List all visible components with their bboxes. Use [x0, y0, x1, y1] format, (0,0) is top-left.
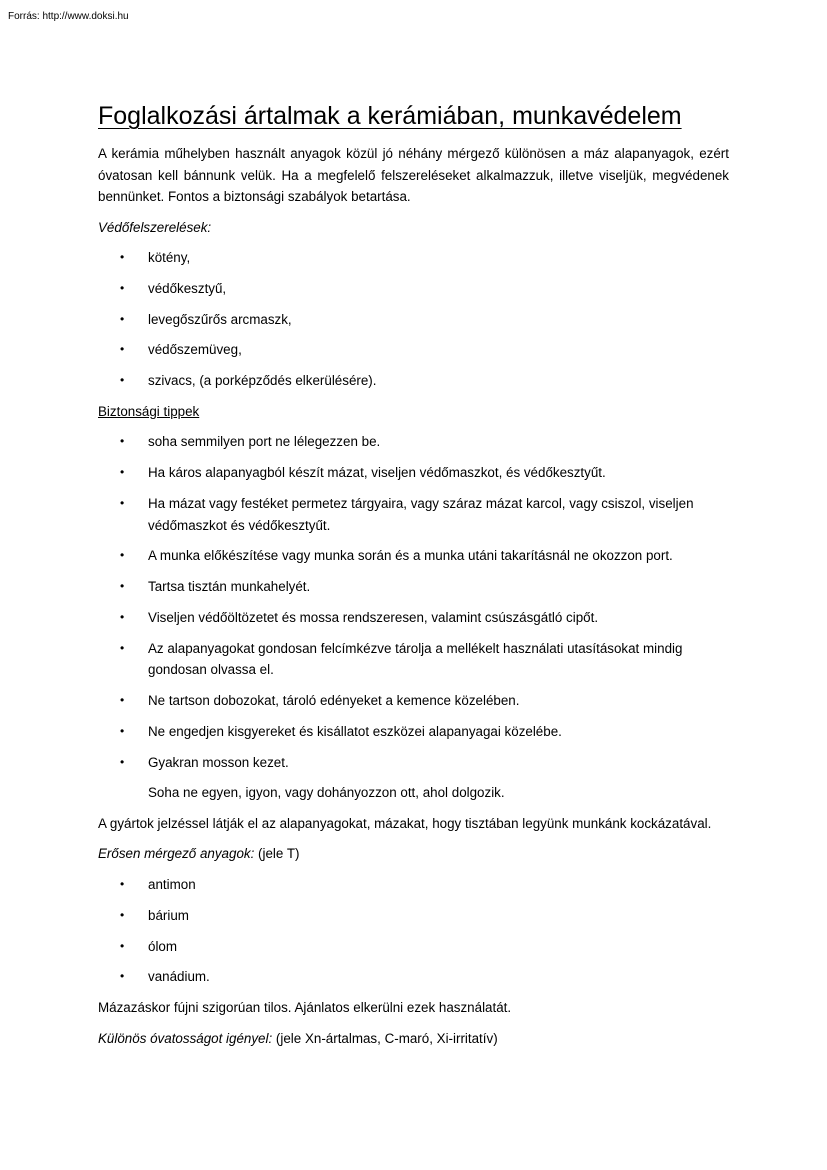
list-item: • bárium [98, 905, 729, 927]
source-label: Forrás: http://www.doksi.hu [8, 11, 129, 22]
list-item: • Ha káros alapanyagból készít mázat, viseljen védőmaszkot, és védőkesztyűt. [98, 462, 729, 484]
bullet-icon: • [120, 640, 125, 655]
list-item: • kötény, [98, 247, 729, 269]
bullet-icon: • [120, 754, 125, 769]
list-item: • Gyakran mosson kezet. [98, 752, 729, 774]
toxic-list [98, 874, 729, 988]
list-item: • Ne engedjen kisgyereket és kisállatot eszközei alapanyagai közelébe. [98, 721, 729, 743]
bullet-icon: • [120, 280, 125, 295]
bullet-icon: • [120, 311, 125, 326]
intro-paragraph: A kerámia műhelyben használt anyagok közül jó néhány mérgező különösen a máz alapanyagok, ezért óvatosan kell bánnunk velük. Ha a megfelelő felszereléseket alkalmazzuk, illetve viseljük, megvédenek bennünket. Fontos a biztonsági szabályok betartása. [98, 146, 729, 204]
tips-list [98, 431, 729, 773]
document-body [98, 99, 729, 1058]
equipment-heading: Védőfelszerelések: [98, 219, 212, 235]
bullet-icon: • [120, 876, 125, 891]
bullet-icon: • [120, 969, 125, 984]
list-item: • Tartsa tisztán munkahelyét. [98, 576, 729, 598]
glazing-note: Mázazáskor fújni szigorúan tilos. Ajánlatos elkerülni ezek használatát. [98, 1000, 512, 1016]
caution-heading: Különös óvatosságot igényel: (jele Xn-ártalmas, C-maró, Xi-irritatív) [98, 1030, 498, 1046]
toxic-heading: Erősen mérgező anyagok: (jele T) [98, 846, 300, 862]
list-item: • vanádium. [98, 966, 729, 988]
bullet-icon: • [120, 579, 125, 594]
page-title: Foglalkozási ártalmak a kerámiában, munkavédelem [98, 102, 682, 130]
bullet-icon: • [120, 465, 125, 480]
bullet-icon: • [120, 342, 125, 357]
list-item: • szivacs, (a porképződés elkerülésére). [98, 370, 729, 392]
bullet-icon: • [120, 938, 125, 953]
bullet-icon: • [120, 907, 125, 922]
list-item: • ólom [98, 936, 729, 958]
list-item: • védőkesztyű, [98, 278, 729, 300]
list-item: • védőszemüveg, [98, 339, 729, 361]
bullet-icon: • [120, 373, 125, 388]
tips-extra-line: Soha ne egyen, igyon, vagy dohányozzon ott, ahol dolgozik. [148, 785, 505, 801]
list-item: • soha semmilyen port ne lélegezzen be. [98, 431, 729, 453]
manufacturers-note: A gyártok jelzéssel látják el az alapanyagokat, mázakat, hogy tisztában legyünk munkánk kockázatával. [98, 815, 712, 831]
list-item: • Az alapanyagokat gondosan felcímkézve tárolja a mellékelt használati utasításokat mindig gondosan olvassa el. [98, 638, 729, 681]
equipment-list [98, 247, 729, 392]
list-item: • Viseljen védőöltözetet és mossa rendszeresen, valamint csúszásgátló cipőt. [98, 607, 729, 629]
bullet-icon: • [120, 723, 125, 738]
bullet-icon: • [120, 548, 125, 563]
tips-heading: Biztonsági tippek [98, 403, 200, 419]
list-item: • levegőszűrős arcmaszk, [98, 309, 729, 331]
list-item: • A munka előkészítése vagy munka során és a munka utáni takarításnál ne okozzon port. [98, 545, 729, 567]
bullet-icon: • [120, 250, 125, 264]
bullet-icon: • [120, 434, 125, 449]
list-item: • Ha mázat vagy festéket permetez tárgyaira, vagy száraz mázat karcol, vagy csiszol, viseljen védőmaszkot és védőkesztyűt. [98, 493, 729, 536]
bullet-icon: • [120, 496, 125, 511]
bullet-icon: • [120, 609, 125, 624]
list-item: • Ne tartson dobozokat, tároló edényeket a kemence közelében. [98, 690, 729, 712]
bullet-icon: • [120, 693, 125, 708]
list-item: • antimon [98, 874, 729, 896]
